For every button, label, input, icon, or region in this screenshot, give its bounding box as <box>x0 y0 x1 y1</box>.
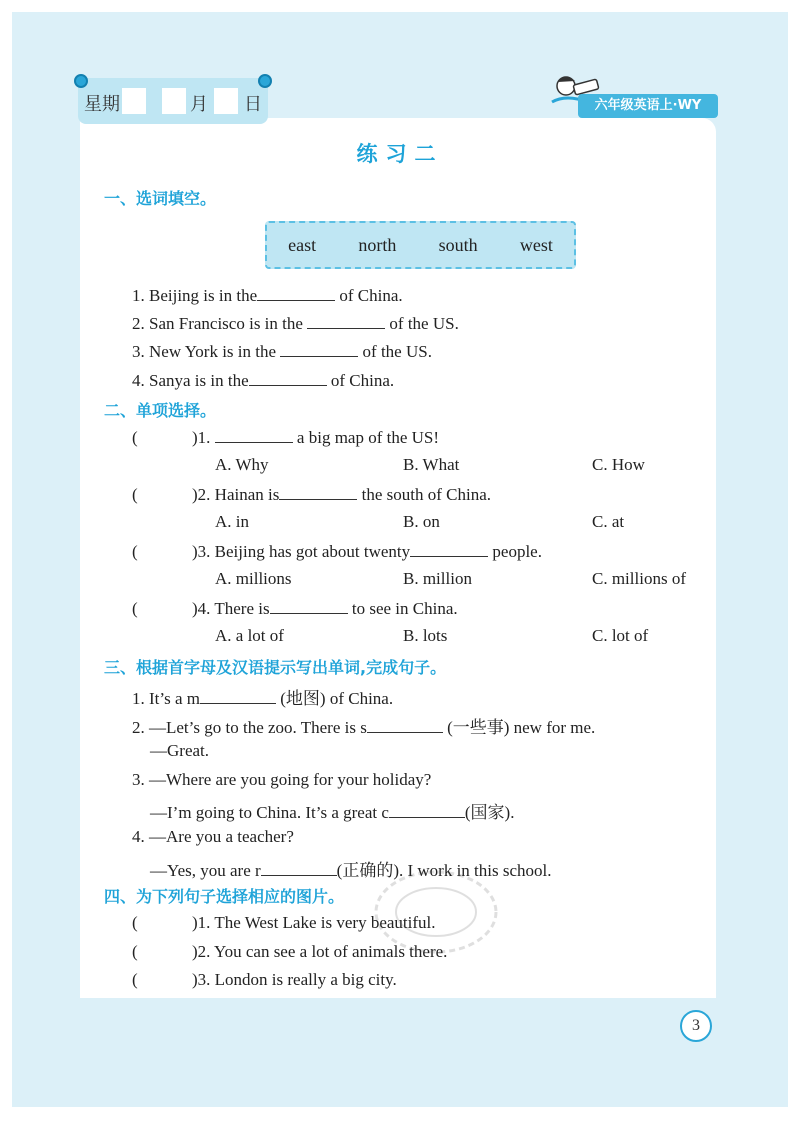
option-c[interactable]: C. at <box>592 512 625 531</box>
item-text: Beijing has got about twenty <box>214 542 411 561</box>
item-text: 2. San Francisco is in the <box>132 314 303 333</box>
answer-blank[interactable] <box>307 313 385 329</box>
section2-heading: 二、单项选择。 <box>104 401 217 420</box>
fill-item <box>132 285 403 306</box>
month-label: 月 <box>190 94 208 115</box>
pin-icon <box>74 74 88 88</box>
option-a[interactable]: A. millions <box>215 569 292 588</box>
option-b[interactable]: B. lots <box>403 626 448 645</box>
fill-item <box>132 684 393 709</box>
option-c[interactable]: C. millions of <box>592 569 686 588</box>
dialog-line: 4. —Are you a teacher? <box>132 827 294 846</box>
option-a[interactable]: A. in <box>215 512 249 531</box>
item-text: a big map of the US! <box>296 428 440 447</box>
item-text: (一些事) new for me. <box>447 718 596 737</box>
word-bank-word: east <box>288 234 317 255</box>
answer-blank[interactable] <box>280 341 358 357</box>
item-text: )1. The West Lake is very beautiful. <box>192 913 436 932</box>
item-text: —I’m going to China. It’s a great c <box>150 803 389 822</box>
item-text: of China. <box>330 371 395 390</box>
answer-blank[interactable] <box>367 717 443 733</box>
item-text: 1. It’s a m <box>132 689 200 708</box>
item-text: Hainan is <box>214 485 280 504</box>
item-text: )3. London is really a big city. <box>192 970 397 989</box>
pin-icon <box>258 74 272 88</box>
choice-question <box>132 484 491 505</box>
grade-tag: 六年级英语上·WY <box>578 94 718 118</box>
answer-blank <box>270 598 348 614</box>
month-slot[interactable] <box>162 88 186 114</box>
item-text: )2. You can see a lot of animals there. <box>192 942 448 961</box>
fill-item <box>132 313 459 334</box>
question-number: )1. <box>192 428 211 447</box>
match-item <box>132 970 397 990</box>
question-number: )2. <box>192 485 211 504</box>
item-text: the south of China. <box>361 485 491 504</box>
answer-blank[interactable] <box>257 285 335 301</box>
word-bank <box>265 221 576 269</box>
item-text: (地图) of China. <box>280 689 394 708</box>
option-c[interactable]: C. lot of <box>592 626 649 645</box>
option-b[interactable]: B. on <box>403 512 440 531</box>
fill-item <box>132 713 595 738</box>
answer-paren[interactable]: ( <box>132 942 138 961</box>
fill-item <box>132 370 394 391</box>
option-a[interactable]: A. a lot of <box>215 626 284 645</box>
item-text: 4. Sanya is in the <box>132 371 249 390</box>
item-text: 2. —Let’s go to the zoo. There is s <box>132 718 367 737</box>
word-bank-word: west <box>519 234 553 255</box>
item-text: 1. Beijing is in the <box>132 286 258 305</box>
answer-blank[interactable] <box>200 688 276 704</box>
item-text: (正确的). I work in this school. <box>336 861 552 880</box>
dialog-line: 3. —Where are you going for your holiday? <box>132 770 432 789</box>
week-label: 星期 <box>84 94 120 115</box>
item-text: people. <box>492 542 542 561</box>
answer-paren[interactable]: ( <box>132 485 138 504</box>
item-text: —Yes, you are r <box>150 861 261 880</box>
answer-blank <box>279 484 357 500</box>
item-text: to see in China. <box>351 599 458 618</box>
word-bank-word: south <box>438 234 478 255</box>
option-b[interactable]: B. What <box>403 455 460 474</box>
page-number: 3 <box>680 1010 712 1042</box>
choice-question <box>132 541 542 562</box>
answer-blank[interactable] <box>389 802 465 818</box>
option-a[interactable]: A. Why <box>215 455 269 474</box>
answer-paren[interactable]: ( <box>132 599 138 618</box>
answer-paren[interactable]: ( <box>132 542 138 561</box>
fill-item <box>150 798 514 823</box>
item-text: of China. <box>339 286 403 305</box>
answer-blank[interactable] <box>249 370 327 386</box>
page-title: 练习二 <box>356 142 444 166</box>
date-box <box>78 78 268 124</box>
item-text: of the US. <box>389 314 459 333</box>
choice-question <box>132 427 439 448</box>
answer-blank <box>215 427 293 443</box>
answer-blank <box>410 541 488 557</box>
item-text: (国家). <box>464 803 515 822</box>
section4-heading: 四、为下列句子选择相应的图片。 <box>104 887 345 906</box>
answer-paren[interactable]: ( <box>132 428 138 447</box>
section3-heading: 三、根据首字母及汉语提示写出单词,完成句子。 <box>104 658 447 677</box>
match-item <box>132 942 447 962</box>
item-text: There is <box>214 599 270 618</box>
option-c[interactable]: C. How <box>592 455 645 474</box>
question-number: )4. <box>192 599 211 618</box>
item-text: of the US. <box>362 342 432 361</box>
section1-heading: 一、选词填空。 <box>104 189 217 208</box>
word-bank-word: north <box>358 234 397 255</box>
day-slot[interactable] <box>214 88 238 114</box>
question-number: )3. <box>192 542 211 561</box>
fill-item <box>150 856 552 881</box>
answer-blank[interactable] <box>261 860 337 876</box>
choice-question <box>132 598 458 619</box>
answer-paren[interactable]: ( <box>132 913 138 932</box>
dialog-line: —Great. <box>150 741 210 760</box>
week-slot[interactable] <box>122 88 146 114</box>
answer-paren[interactable]: ( <box>132 970 138 989</box>
match-item <box>132 913 436 933</box>
option-b[interactable]: B. million <box>403 569 472 588</box>
item-text: 3. New York is in the <box>132 342 277 361</box>
fill-item <box>132 341 432 362</box>
day-label: 日 <box>244 94 262 115</box>
